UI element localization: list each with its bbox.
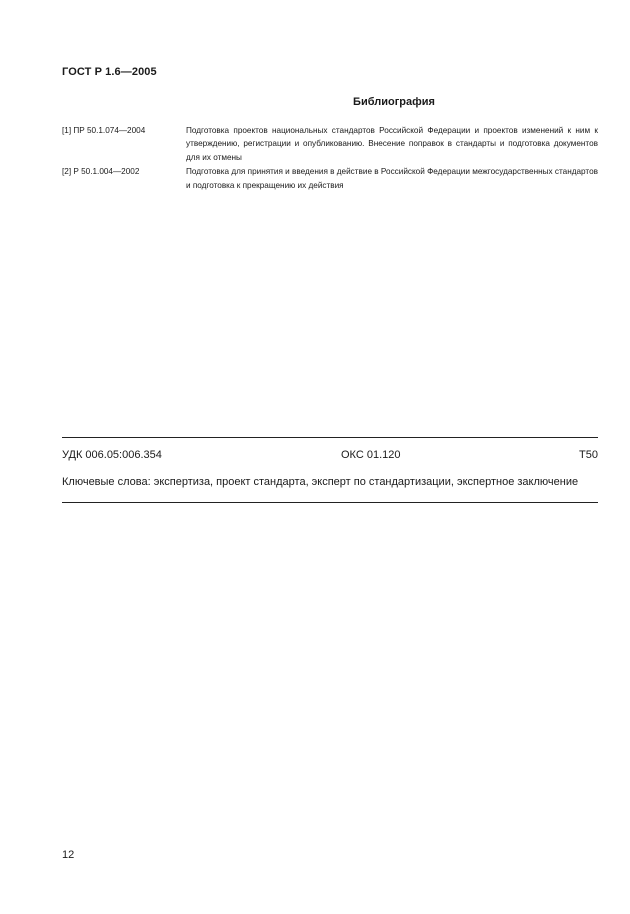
- classification-row: [62, 449, 598, 463]
- keywords-line: Ключевые слова: экспертиза, проект стандарта, эксперт по стандартизации, экспертное заключение: [62, 476, 579, 488]
- group-code: Т50: [579, 449, 598, 461]
- document-header: ГОСТ Р 1.6—2005: [62, 66, 157, 78]
- bibliography-title: Библиография: [353, 96, 435, 108]
- page-number: 12: [62, 849, 75, 861]
- oks-code: ОКС 01.120: [341, 449, 401, 461]
- bibliography-entry: [62, 165, 598, 192]
- bibliography-text: Подготовка проектов национальных стандартов Российской Федерации и проектов изменений к ним к утверждению, регистрации и опубликованию. Внесение поправок в стандарты и подготовка документов для их отмены: [186, 126, 598, 162]
- bibliography-ref: [2] Р 50.1.004—2002: [62, 167, 140, 177]
- bibliography-entry: [62, 124, 598, 164]
- top-divider: [62, 437, 598, 438]
- bibliography-text: Подготовка для принятия и введения в действие в Российской Федерации межгосударственных стандартов и подготовка к прекращению их действия: [186, 167, 598, 190]
- udk-code: УДК 006.05:006.354: [62, 449, 162, 461]
- bibliography-ref: [1] ПР 50.1.074—2004: [62, 126, 146, 135]
- bibliography-list: [62, 124, 598, 193]
- bottom-divider: [62, 502, 598, 503]
